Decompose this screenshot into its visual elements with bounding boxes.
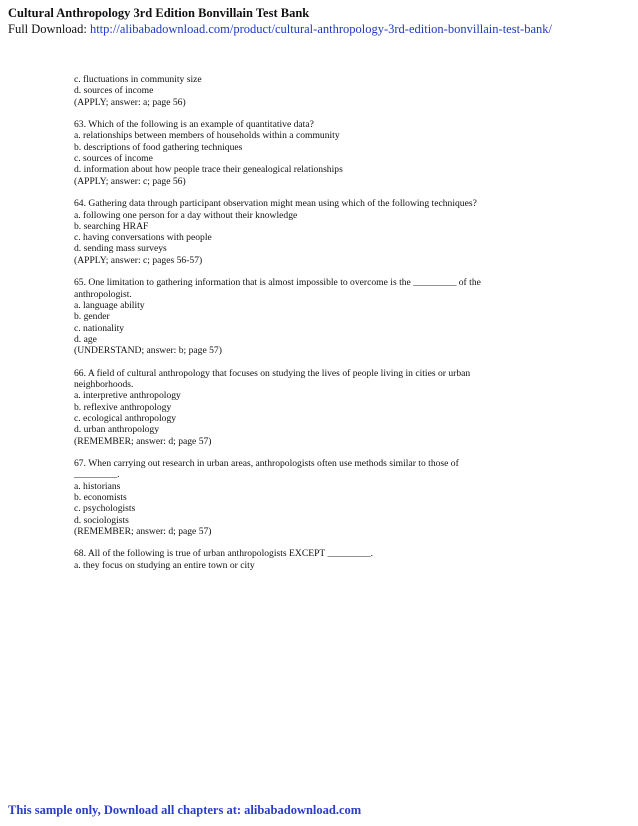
download-prefix: Full Download:: [8, 22, 90, 36]
document-header: [8, 5, 632, 37]
question-line: a. following one person for a day without their knowledge: [74, 209, 298, 221]
question-line: (REMEMBER; answer: d; page 57): [74, 435, 212, 447]
question-line: (APPLY; answer: a; page 56): [74, 96, 186, 108]
question-line: d. sending mass surveys: [74, 243, 167, 255]
question-line: b. searching HRAF: [74, 220, 149, 232]
question-list: [74, 74, 544, 582]
question-block: [74, 74, 544, 108]
question-line: c. having conversations with people: [74, 232, 212, 244]
question-line: a. language ability: [74, 299, 145, 311]
question-line: anthropologist.: [74, 288, 132, 300]
download-line: [8, 21, 632, 37]
question-line: 64. Gathering data through participant observation might mean using which of the following techniques?: [74, 198, 477, 210]
question-block: [74, 368, 544, 447]
question-line: b. economists: [74, 491, 127, 503]
download-link[interactable]: http://alibabadownload.com/product/cultural-anthropology-3rd-edition-bonvillain-test-bank/: [89, 22, 552, 36]
question-block: [74, 458, 544, 537]
question-line: d. age: [74, 333, 97, 345]
question-block: [74, 277, 544, 356]
question-line: a. interpretive anthropology: [74, 390, 181, 402]
question-line: b. descriptions of food gathering techniques: [74, 141, 243, 153]
question-block: [74, 548, 544, 571]
question-line: 65. One limitation to gathering information that is almost impossible to overcome is the _________ of the: [74, 277, 481, 289]
question-line: c. nationality: [74, 322, 125, 334]
question-line: _________.: [74, 469, 120, 481]
document-title: Cultural Anthropology 3rd Edition Bonvillain Test Bank: [8, 6, 310, 20]
question-line: 67. When carrying out research in urban areas, anthropologists often use methods similar to those of: [74, 458, 459, 470]
question-line: 68. All of the following is true of urban anthropologists EXCEPT _________.: [74, 548, 374, 560]
question-line: c. fluctuations in community size: [74, 74, 202, 85]
question-line: d. sociologists: [74, 514, 129, 526]
question-block: [74, 119, 544, 187]
question-line: a. relationships between members of households within a community: [74, 130, 340, 142]
footer-download-notice[interactable]: This sample only, Download all chapters at: alibabadownload.com: [8, 803, 362, 817]
question-line: (APPLY; answer: c; pages 56-57): [74, 254, 203, 266]
question-line: c. psychologists: [74, 503, 136, 515]
question-line: c. ecological anthropology: [74, 412, 177, 424]
question-line: b. gender: [74, 311, 110, 323]
question-line: 63. Which of the following is an example of quantitative data?: [74, 119, 314, 131]
question-line: c. sources of income: [74, 153, 153, 165]
question-line: d. urban anthropology: [74, 424, 159, 436]
question-line: d. sources of income: [74, 85, 154, 97]
question-line: a. they focus on studying an entire town or city: [74, 559, 255, 571]
question-block: [74, 198, 544, 266]
question-line: neighborhoods.: [74, 379, 134, 391]
question-line: (APPLY; answer: c; page 56): [74, 175, 186, 187]
question-line: 66. A field of cultural anthropology that focuses on studying the lives of people living in cities or urban: [74, 367, 471, 379]
question-line: d. information about how people trace their genealogical relationships: [74, 164, 343, 176]
question-line: a. historians: [74, 480, 121, 492]
question-line: (UNDERSTAND; answer: b; page 57): [74, 345, 222, 357]
question-line: b. reflexive anthropology: [74, 401, 172, 413]
question-line: (REMEMBER; answer: d; page 57): [74, 525, 212, 537]
